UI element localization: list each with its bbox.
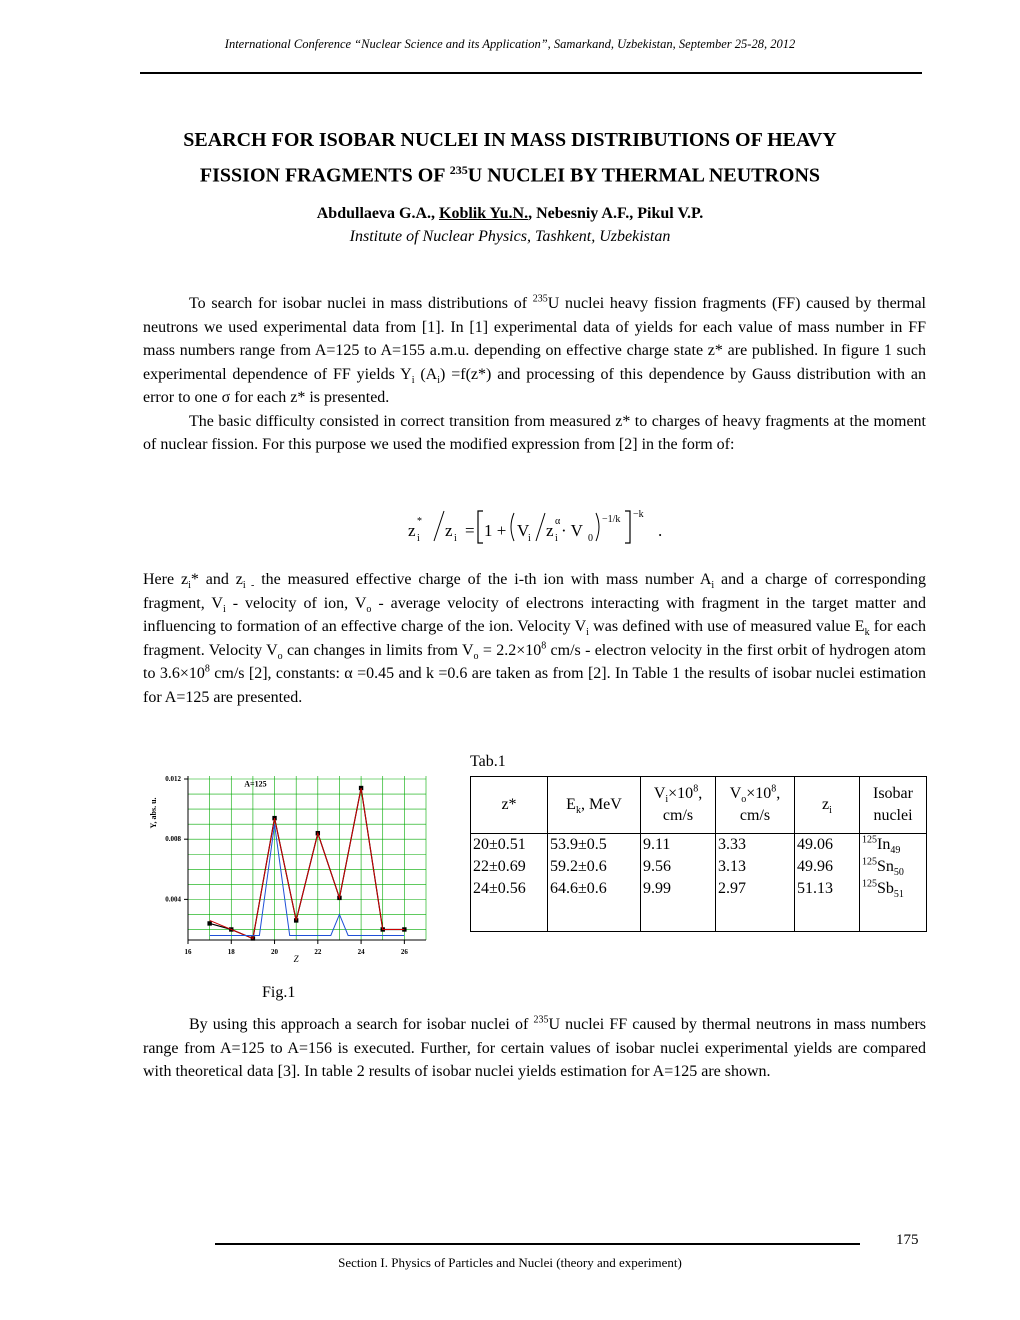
y-tick-label: 0.008 — [165, 835, 181, 844]
svg-text:1 +: 1 + — [484, 521, 507, 540]
paragraph-3: Here $z_i*$ and $z_{i -}$ the measured effective charge of the i-th ion with mass number $A_i$ and a charge of corresponding fragment, $V_i$ - velocity of ion, $V_o$ - average velocity of electrons interacting with fragment in the target matter and influencing to formation of an effective charge of the ion. Velocity $V_i$ was defined with use of measured value $E_k$ for each fragment. Velocity $V_o$ can changes in limits from $V_o = 2.2\times 10^8$ cm/s - electron velocity in the first orbit of hydrogen atom to $3.6\times 10^8$ cm/s [2], constants: α =0.45 and k =0.6 are taken as from [2]. In Table 1 the results of isobar nuclei estimation for A=125 are presented. — [143, 571, 927, 706]
table-1 — [470, 776, 927, 932]
col-zstar: 20±0.51 22±0.69 24±0.56 — [471, 834, 548, 932]
col-zi: 49.06 49.96 51.13 — [795, 834, 860, 932]
figure-caption: Fig.1 — [262, 984, 296, 1001]
paragraph-2: The basic difficulty consisted in correct transition from measured z* to charges of heavy fragments at the moment of nuclear fission. For this purpose we used the modified expression from [2] in the form of: — [143, 412, 926, 453]
title-line-2: FISSION FRAGMENTS OF $^{235}$U NUCLEI BY THERMAL NEUTRONS — [199, 163, 821, 187]
header-zi: $z_i$ — [795, 777, 860, 834]
y-tick-label: 0.012 — [165, 775, 181, 784]
paragraph-4: By using this approach a search for isobar nuclei of $^{235}$U nuclei FF caused by thermal neutrons in mass numbers range from A=125 to A=156 is executed. Further, for certain values of isobar nuclei experimental yields are compared with theoretical data [3]. In table 2 results of isobar nuclei yields estimation for A=125 are shown. — [143, 1014, 927, 1080]
paper-title — [100, 125, 920, 191]
charge-formula — [408, 505, 678, 545]
series-line-fit — [210, 788, 405, 938]
x-tick-label: 20 — [271, 948, 279, 956]
page-number: 175 — [896, 1232, 919, 1248]
paragraph-1: To search for isobar nuclei in mass distributions of $^{235}$U nuclei heavy fission fragments (FF) caused by thermal neutrons we used experimental data from [1]. In [1] experimental data of yields for each value of mass number in FF mass numbers range from A=125 to A=155 a.m.u. depending on effective charge state z* are published. In figure 1 such experimental dependence of FF yields $Y_i$ $(A_i) =f(z*)$ and processing of this dependence by Gauss distribution with an error to one σ for each z* is presented. — [143, 293, 927, 406]
svg-text:V: V — [517, 521, 530, 540]
header-rule — [140, 72, 922, 74]
col-vo: 3.33 3.13 2.97 — [716, 834, 795, 932]
svg-text:z: z — [546, 521, 554, 540]
table-body — [471, 834, 927, 932]
svg-text:z: z — [445, 521, 453, 540]
y-tick-label: 0.004 — [165, 895, 181, 904]
x-tick-label: 26 — [400, 948, 408, 956]
header-zstar: z* — [471, 777, 548, 834]
svg-text:i: i — [528, 533, 531, 544]
svg-text:z: z — [408, 521, 416, 540]
presenting-author: Koblik Yu.N. — [439, 205, 529, 222]
col-vi: 9.11 9.56 9.99 — [641, 834, 716, 932]
svg-text:i: i — [555, 533, 558, 544]
svg-text:i: i — [417, 533, 420, 544]
institute: Institute of Nuclear Physics, Tashkent, Uzbekistan — [349, 228, 671, 245]
table-header-row — [471, 777, 927, 834]
figure-1-chart — [138, 768, 428, 978]
svg-text:· V: · V — [561, 521, 583, 540]
col-isobar: $^{125}In_{49}$ $^{125}Sn_{50}$ $^{125}Sb_{51}$ — [860, 834, 927, 932]
header-vi: $V_i\times 10^8$, cm/s — [641, 777, 716, 834]
paragraph-3-block — [143, 568, 926, 709]
x-tick-label: 18 — [227, 948, 235, 956]
table-caption: Tab.1 — [470, 753, 506, 770]
svg-text:α: α — [555, 516, 561, 527]
x-axis-label: Z — [293, 954, 299, 964]
y-axis-label: Y, abs. u. — [149, 797, 158, 829]
footer-rule — [215, 1243, 860, 1245]
svg-text:0: 0 — [588, 533, 593, 544]
title-line-1: SEARCH FOR ISOBAR NUCLEI IN MASS DISTRIBUTIONS OF HEAVY — [183, 129, 837, 151]
intro-paragraphs — [143, 292, 926, 457]
chart-annotation: A=125 — [244, 779, 267, 789]
x-tick-label: 22 — [314, 948, 322, 956]
col-ek: 53.9±0.5 59.2±0.6 64.6±0.6 — [548, 834, 641, 932]
data-point — [207, 921, 211, 925]
x-tick-label: 24 — [357, 948, 365, 956]
svg-text:−k: −k — [633, 509, 644, 520]
paragraph-4-block — [143, 1013, 926, 1084]
header-vo: $V_o\times 10^8$, cm/s — [716, 777, 795, 834]
header-isobar: Isobar nuclei — [860, 777, 927, 834]
series-line-data — [210, 788, 405, 938]
svg-text:=: = — [465, 521, 475, 540]
svg-text:*: * — [417, 516, 422, 527]
header-ek: $E_k$, MeV — [548, 777, 641, 834]
svg-text:.: . — [658, 521, 663, 540]
svg-text:−1/k: −1/k — [602, 514, 621, 525]
footer-section: Section I. Physics of Particles and Nuclei (theory and experiment) — [338, 1255, 682, 1270]
svg-text:i: i — [454, 533, 457, 544]
running-head: International Conference “Nuclear Science and its Application”, Samarkand, Uzbekistan, September 25-28, 2012 — [224, 37, 796, 51]
authors: Abdullaeva G.A., Koblik Yu.N., Nebesniy A.F., Pikul V.P. — [316, 205, 704, 222]
x-tick-label: 16 — [184, 948, 192, 956]
